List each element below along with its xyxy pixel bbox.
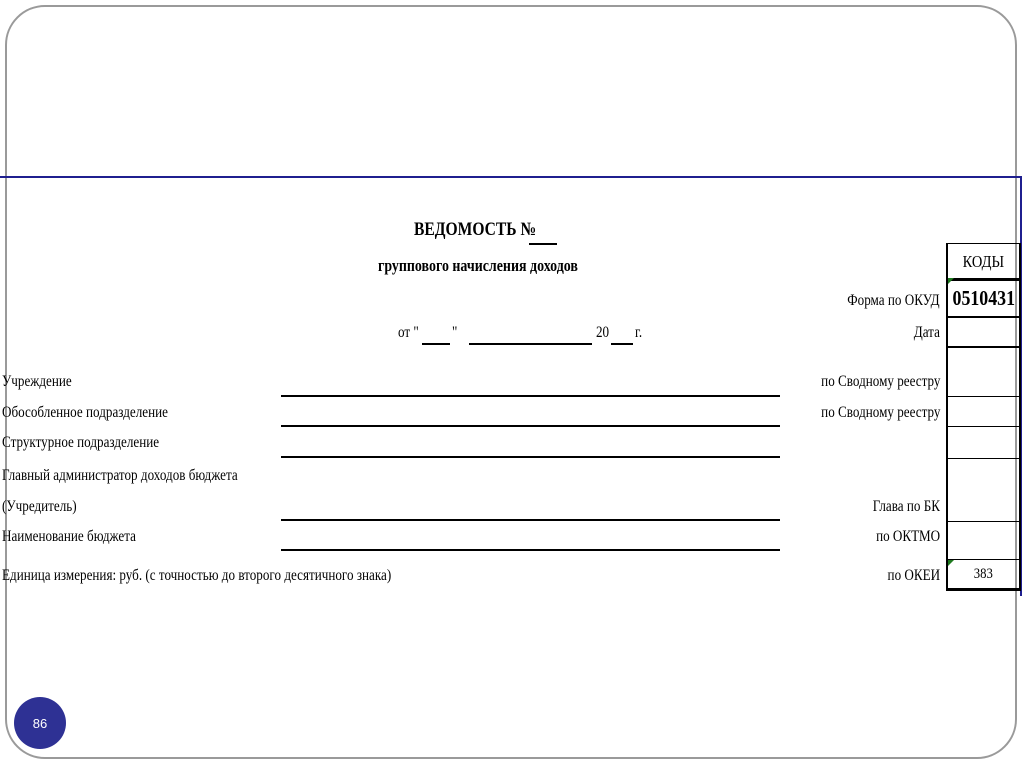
label-okud: Форма по ОКУД: [847, 292, 940, 309]
label-chief-admin: Главный администратор доходов бюджета: [2, 467, 238, 484]
page-number-badge: [14, 697, 66, 749]
document-title: ВЕДОМОСТЬ №: [414, 219, 537, 240]
oktmo-code-cell[interactable]: [948, 521, 1019, 559]
date-code-cell[interactable]: [948, 316, 1019, 346]
label-unit: Единица измерения: руб. (с точностью до второго десятичного знака): [2, 567, 392, 584]
page-number: 86: [32, 715, 48, 731]
structural-code-cell[interactable]: [948, 426, 1019, 458]
label-registry-1: по Сводному реестру: [820, 373, 940, 390]
date-year-blank: [611, 343, 633, 345]
founder-line: [281, 519, 780, 521]
document-subtitle: группового начисления доходов: [378, 256, 578, 275]
date-year-prefix: 20: [596, 324, 610, 341]
date-month-blank: [469, 343, 592, 345]
label-separate-division: Обособленное подразделение: [2, 404, 168, 421]
selection-border-top: [0, 176, 1022, 178]
label-date: Дата: [913, 324, 940, 341]
date-prefix: от ": [398, 324, 419, 341]
registry2-code-cell[interactable]: [948, 396, 1019, 426]
date-day-blank: [422, 343, 450, 345]
bk-chapter-code-cell[interactable]: [948, 458, 1019, 521]
institution-line: [281, 395, 780, 397]
title-number-blank: [529, 243, 557, 245]
budget-name-line: [281, 549, 780, 551]
okud-code-cell[interactable]: 0510431: [948, 278, 1019, 318]
label-bk-chapter: Глава по БК: [872, 498, 940, 515]
date-year-suffix: г.: [635, 324, 643, 341]
structural-division-line: [281, 456, 780, 458]
label-okei: по ОКЕИ: [887, 567, 940, 584]
comment-marker-okei: [948, 560, 954, 566]
date-quote-close: ": [452, 324, 458, 341]
label-institution: Учреждение: [2, 373, 72, 390]
label-budget-name: Наименование бюджета: [2, 528, 136, 545]
codes-table: [946, 243, 1021, 591]
label-oktmo: по ОКТМО: [875, 528, 940, 545]
codes-header: КОДЫ: [962, 251, 1005, 271]
separate-division-line: [281, 425, 780, 427]
comment-marker-okud: [948, 278, 954, 284]
okei-code-cell[interactable]: 383: [948, 559, 1019, 589]
registry1-code-cell[interactable]: [948, 346, 1019, 396]
label-registry-2: по Сводному реестру: [820, 404, 940, 421]
label-structural-division: Структурное подразделение: [2, 434, 160, 451]
label-founder: (Учредитель): [2, 498, 77, 515]
